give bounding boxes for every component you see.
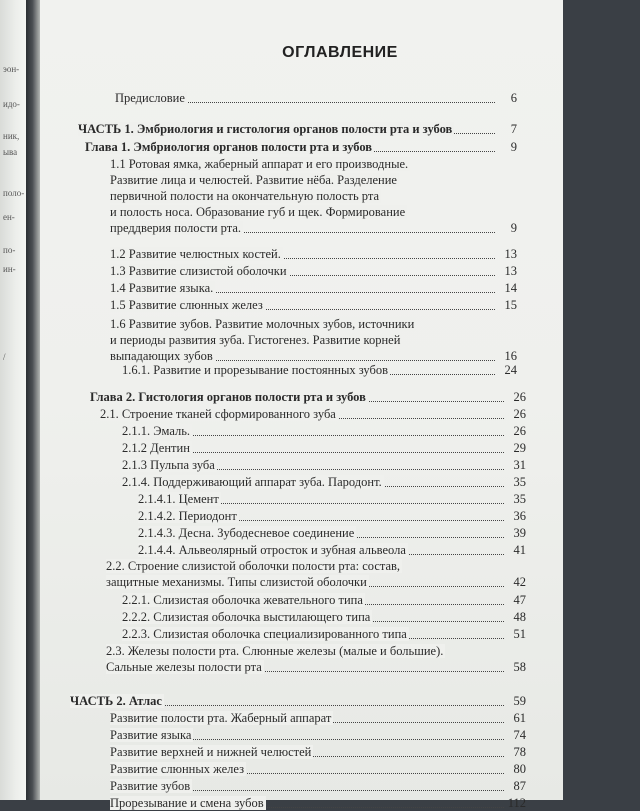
toc-entry-title: 2.2. Строение слизистой оболочки полости рта: состав, <box>106 559 401 573</box>
left-page-fragment: ен- <box>3 212 15 222</box>
page-number: 13 <box>504 247 517 261</box>
left-page-fragment: ник, <box>3 131 20 141</box>
toc-entry <box>106 574 526 590</box>
toc-entry <box>115 90 517 106</box>
toc-entry <box>122 592 526 608</box>
toc-entry <box>110 280 517 296</box>
toc-entry-title: защитные механизмы. Типы слизистой оболочки <box>106 575 367 589</box>
toc-entry-title: Развитие языка <box>110 728 192 742</box>
toc-entry-title: ЧАСТЬ 2. Атлас <box>70 694 162 708</box>
page-number: 9 <box>510 140 517 154</box>
page-number: 61 <box>513 711 526 725</box>
toc-entry-title: 1.2 Развитие челюстных костей. <box>110 247 281 261</box>
page-number: 59 <box>513 694 526 708</box>
page-number: 48 <box>513 610 526 624</box>
toc-entry <box>70 693 526 709</box>
toc-entry-line <box>110 156 517 172</box>
page-number: 6 <box>510 91 517 105</box>
page-number: 15 <box>504 298 517 312</box>
toc-entry-line <box>110 188 517 204</box>
toc-entry <box>110 246 517 262</box>
toc-entry-title: 1.5 Развитие слюнных желез <box>110 298 263 312</box>
toc-entry-line <box>106 558 526 574</box>
page-number: 78 <box>513 745 526 759</box>
toc-entry <box>122 626 526 642</box>
page-number: 42 <box>513 575 526 589</box>
toc-entry-line <box>110 332 517 348</box>
toc-entry-title: 2.1.4.1. Цемент <box>138 492 219 506</box>
page-number: 41 <box>513 543 526 557</box>
page-title: ОГЛАВЛЕНИЕ <box>282 44 398 61</box>
toc-entry-title: ЧАСТЬ 1. Эмбриология и гистология органов полости рта и зубов <box>78 122 453 136</box>
page-number: 36 <box>513 509 526 523</box>
left-page-fragment: по- <box>3 245 16 255</box>
toc-entry <box>110 263 517 279</box>
toc-entry <box>138 491 526 507</box>
toc-entry-title: 2.2.3. Слизистая оболочка специализированного типа <box>122 627 407 641</box>
toc-entry <box>90 389 526 405</box>
page-number: 58 <box>513 660 526 674</box>
toc-entry-title: 2.2.1. Слизистая оболочка жевательного типа <box>122 593 363 607</box>
left-page-fragment: ин- <box>3 264 16 274</box>
page-number: 112 <box>507 796 526 810</box>
toc-entry-title: и периоды развития зуба. Гистогенез. Развитие корней <box>110 333 401 347</box>
toc-entry <box>110 795 526 811</box>
toc-entry-title: 2.3. Железы полости рта. Слюнные железы (малые и большие). <box>106 644 444 658</box>
toc-entry <box>100 406 526 422</box>
toc-entry-title: 2.1.4. Поддерживающий аппарат зуба. Пародонт. <box>122 475 382 489</box>
page-number: 14 <box>504 281 517 295</box>
toc-entry-title: Развитие зубов <box>110 779 191 793</box>
toc-entry <box>138 508 526 524</box>
page-number: 29 <box>513 441 526 455</box>
toc-entry <box>122 474 526 490</box>
page-number: 7 <box>510 122 517 136</box>
toc-entry-title: и полость носа. Образование губ и щек. Формирование <box>110 205 406 219</box>
toc-entry <box>110 727 526 743</box>
page-number: 24 <box>504 363 517 377</box>
toc-entry <box>110 744 526 760</box>
toc-entry-title: Предисловие <box>115 91 185 105</box>
toc-entry-title: 2.1.4.4. Альвеолярный отросток и зубная альвеола <box>138 543 406 557</box>
toc-entry <box>122 609 526 625</box>
page-number: 26 <box>513 407 526 421</box>
toc-entry <box>138 542 526 558</box>
toc-entry-line <box>110 316 517 332</box>
left-page-fragment: ыва <box>3 147 18 157</box>
toc-entry-title: 2.1.3 Пульпа зуба <box>122 458 215 472</box>
left-page-fragment: идо- <box>3 99 20 109</box>
left-page-fragment: эон- <box>3 64 20 74</box>
contents-page <box>40 0 563 810</box>
toc-entry-title: Глава 2. Гистология органов полости рта и зубов <box>90 390 366 404</box>
page-number: 47 <box>513 593 526 607</box>
toc-entry-line <box>110 204 517 220</box>
toc-entry-title: 1.1 Ротовая ямка, жаберный аппарат и его производные. <box>110 157 409 171</box>
page-number: 26 <box>513 390 526 404</box>
toc-entry-title: 1.6.1. Развитие и прорезывание постоянных зубов <box>122 363 389 377</box>
toc-entry <box>106 659 526 675</box>
toc-entry <box>122 362 517 378</box>
page-number: 35 <box>513 475 526 489</box>
toc-entry-title: Развитие верхней и нижней челюстей <box>110 745 312 759</box>
page-number: 31 <box>513 458 526 472</box>
toc-entry-line <box>106 643 526 659</box>
page-number: 35 <box>513 492 526 506</box>
toc-entry-title: 2.2.2. Слизистая оболочка выстилающего типа <box>122 610 371 624</box>
toc-entry <box>122 457 526 473</box>
page-number: 9 <box>510 221 517 235</box>
page-number: 16 <box>504 349 517 363</box>
toc-entry-title: выпадающих зубов <box>110 349 213 363</box>
toc-entry-title: 2.1.1. Эмаль. <box>122 424 191 438</box>
page-number: 87 <box>513 779 526 793</box>
toc-entry <box>110 761 526 777</box>
toc-entry-title: Глава 1. Эмбриология органов полости рта и зубов <box>85 140 373 154</box>
toc-entry <box>110 297 517 313</box>
page-number: 80 <box>513 762 526 776</box>
toc-entry <box>110 710 526 726</box>
adjacent-left-page <box>0 0 26 800</box>
toc-entry <box>110 220 517 236</box>
toc-entry <box>138 525 526 541</box>
left-page-fragment: поло- <box>3 188 25 198</box>
page-number: 39 <box>513 526 526 540</box>
toc-entry-title: первичной полости на окончательную полость рта <box>110 189 380 203</box>
toc-entry <box>110 778 526 794</box>
left-page-fragment: / <box>3 352 6 362</box>
toc-entry-title: Прорезывание и смена зубов <box>110 796 264 810</box>
toc-entry <box>85 139 517 155</box>
toc-entry-title: Развитие слюнных желез <box>110 762 245 776</box>
toc-entry-title: Развитие полости рта. Жаберный аппарат <box>110 711 332 725</box>
page-number: 51 <box>513 627 526 641</box>
page-number: 13 <box>504 264 517 278</box>
toc-entry-title: 2.1. Строение тканей сформированного зуба <box>100 407 336 421</box>
toc-entry-title: 2.1.4.3. Десна. Зубодесневое соединение <box>138 526 355 540</box>
toc-entry <box>78 121 517 137</box>
toc-entry-title: Сальные железы полости рта <box>106 660 262 674</box>
toc-entry-title: 2.1.2 Дентин <box>122 441 190 455</box>
page-number: 26 <box>513 424 526 438</box>
toc-entry-title: Развитие лица и челюстей. Развитие нёба. Разделение <box>110 173 397 187</box>
toc-entry <box>122 440 526 456</box>
toc-entry-title: 1.4 Развитие языка. <box>110 281 214 295</box>
page-number: 74 <box>513 728 526 742</box>
toc-entry-title: 1.3 Развитие слизистой оболочки <box>110 264 287 278</box>
toc-entry-line <box>110 172 517 188</box>
toc-entry <box>122 423 526 439</box>
toc-entry-title: преддверия полости рта. <box>110 221 242 235</box>
toc-entry-title: 2.1.4.2. Периодонт <box>138 509 237 523</box>
toc-entry-title: 1.6 Развитие зубов. Развитие молочных зубов, источники <box>110 317 415 331</box>
